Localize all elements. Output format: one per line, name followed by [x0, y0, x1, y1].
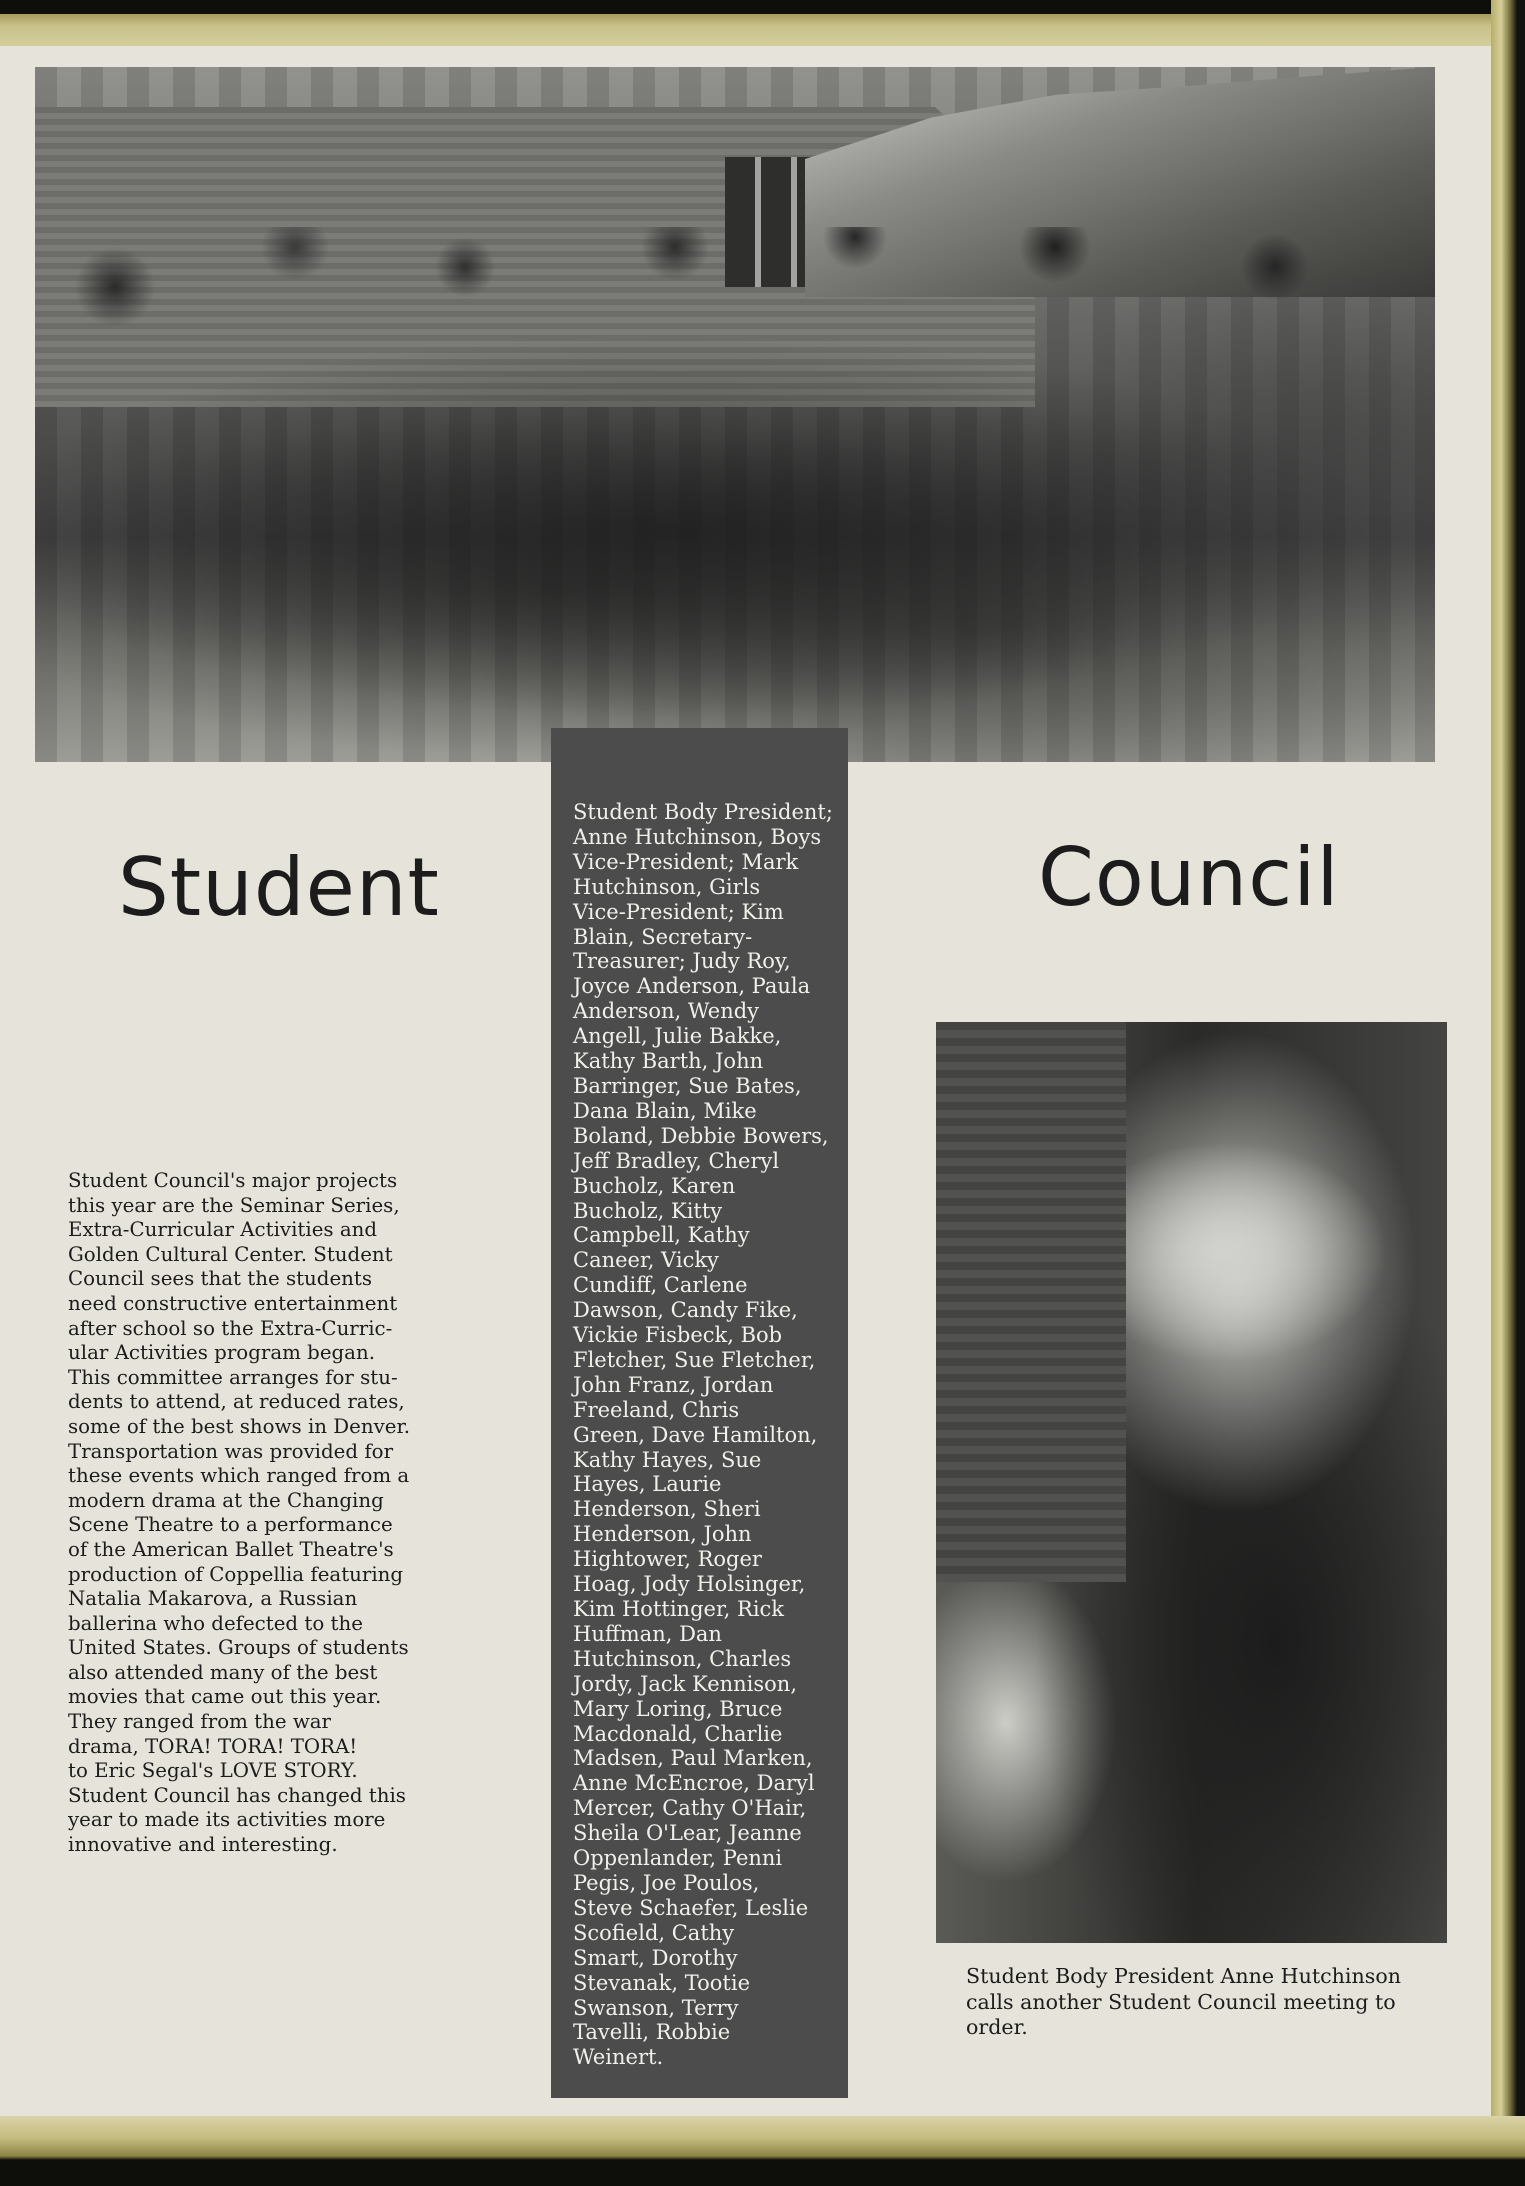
brick-wall — [936, 1022, 1126, 1582]
headline-right: Council — [1038, 831, 1340, 924]
photo-caption: Student Body President Anne Hutchinson calls another Student Council meeting to order. — [966, 1964, 1402, 2039]
president-photo — [936, 1022, 1447, 1943]
binding-bottom — [0, 2116, 1525, 2186]
group-photo — [35, 67, 1435, 762]
headline-left: Student — [118, 841, 440, 934]
student-group — [35, 227, 1435, 737]
article-body: Student Council's major projects this year are the Seminar Series, Extra-Curricular Activities and Golden Cultural Center. Student Council sees that the students need constructive entertainment after school so the Extra-Curric- ular Activities program began. This committee arranges for stu- dents to attend, at reduced rates, some of the best shows in Denver. Transportation was provided for these events which ranged from a modern drama at the Changing Scene Theatre to a performance of the American Ballet Theatre's production of Coppellia featuring Natalia Makarova, a Russian ballerina who defected to the United States. Groups of students also attended many of the best movies that came out this year. They ranged from the war drama, TORA! TORA! TORA! to Eric Segal's LOVE STORY. Student Council has changed this year to made its activities more innovative and interesting. — [68, 1169, 411, 1857]
binding-top — [0, 0, 1525, 46]
roster-list: Student Body President; Anne Hutchinson, Boys Vice-President; Mark Hutchinson, Girls Vice-President; Kim Blain, Secretary- Treasurer; Judy Roy, Joyce Anderson, Paula Anderson, Wendy Angell, Julie Bakke, Kathy Barth, John Barringer, Sue Bates, Dana Blain, Mike Boland, Debbie Bowers, Jeff Bradley, Cheryl Bucholz, Karen Bucholz, Kitty Campbell, Kathy Caneer, Vicky Cundiff, Carlene Dawson, Candy Fike, Vickie Fisbeck, Bob Fletcher, Sue Fletcher, John Franz, Jordan Freeland, Chris Green, Dave Hamilton, Kathy Hayes, Sue Hayes, Laurie Henderson, Sheri Henderson, John Hightower, Roger Hoag, Jody Holsinger, Kim Hottinger, Rick Huffman, Dan Hutchinson, Charles Jordy, Jack Kennison, Mary Loring, Bruce Macdonald, Charlie Madsen, Paul Marken, Anne McEncroe, Daryl Mercer, Cathy O'Hair, Sheila O'Lear, Jeanne Oppenlander, Penni Pegis, Joe Poulos, Steve Schaefer, Leslie Scofield, Cathy Smart, Dorothy Stevanak, Tootie Swanson, Terry Tavelli, Robbie Weinert. — [573, 800, 833, 2070]
binding-right — [1491, 0, 1525, 2186]
